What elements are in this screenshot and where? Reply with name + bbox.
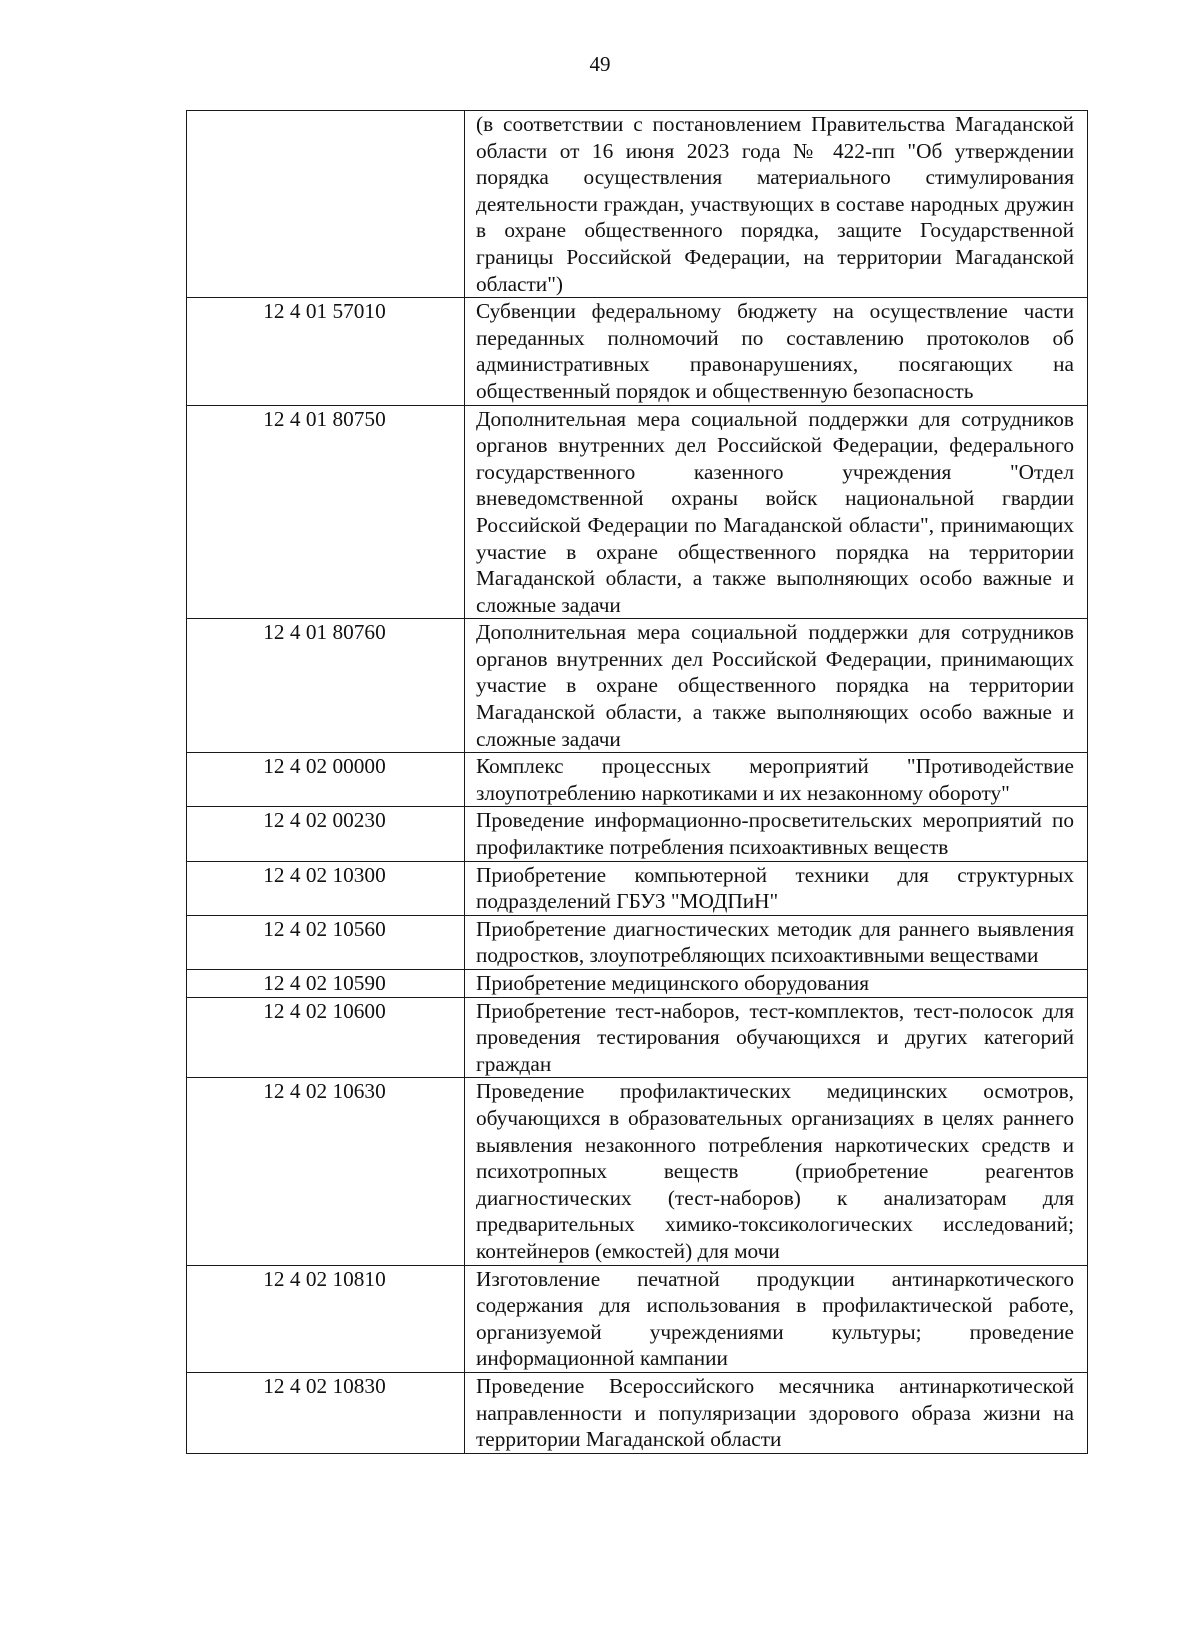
description-cell: Приобретение компьютерной техники для структурных подразделений ГБУЗ "МОДПиН": [465, 861, 1088, 915]
description-cell: (в соответствии с постановлением Правительства Магаданской области от 16 июня 2023 года № 422-пп "Об утверждении порядка осуществления материального стимулирования деятельности граждан, участвующих в составе народных дружин в охране общественного порядка, защите Государственной границы Российской Федерации, на территории Магаданской области"): [465, 111, 1088, 298]
table-row: [187, 997, 1088, 1078]
code-cell: 12 4 01 80750: [187, 405, 465, 619]
description-cell: Дополнительная мера социальной поддержки для сотрудников органов внутренних дел Российской Федерации, федерального государственного казенного учреждения "Отдел вневедомственной охраны войск национальной гвардии Российской Федерации по Магаданской области", принимающих участие в охране общественного порядка на территории Магаданской области, а также выполняющих особо важные и сложные задачи: [465, 405, 1088, 619]
description-cell: Приобретение медицинского оборудования: [465, 970, 1088, 998]
table-body: [187, 111, 1088, 1454]
table-row: [187, 1265, 1088, 1372]
description-cell: Проведение профилактических медицинских осмотров, обучающихся в образовательных организациях в целях раннего выявления незаконного потребления наркотических средств и психотропных веществ (приобретение реагентов диагностических (тест-наборов) к анализаторам для предварительных химико-токсикологических исследований; контейнеров (емкостей) для мочи: [465, 1078, 1088, 1265]
code-cell: 12 4 02 10590: [187, 970, 465, 998]
description-cell: Субвенции федеральному бюджету на осуществление части переданных полномочий по составлению протоколов об административных правонарушениях, посягающих на общественный порядок и общественную безопасность: [465, 298, 1088, 405]
page-number: 49: [589, 52, 611, 76]
code-cell: [187, 111, 465, 298]
description-cell: Изготовление печатной продукции антинаркотического содержания для использования в профилактической работе, организуемой учреждениями культуры; проведение информационной кампании: [465, 1265, 1088, 1372]
code-cell: 12 4 01 80760: [187, 619, 465, 753]
code-cell: 12 4 02 10300: [187, 861, 465, 915]
code-cell: 12 4 02 10830: [187, 1372, 465, 1453]
table-row: [187, 915, 1088, 969]
table-row: [187, 298, 1088, 405]
code-cell: 12 4 01 57010: [187, 298, 465, 405]
description-cell: Дополнительная мера социальной поддержки для сотрудников органов внутренних дел Российской Федерации, принимающих участие в охране общественного порядка на территории Магаданской области, а также выполняющих особо важные и сложные задачи: [465, 619, 1088, 753]
description-cell: Комплекс процессных мероприятий "Противодействие злоупотреблению наркотиками и их незаконному обороту": [465, 753, 1088, 807]
table-row: [187, 619, 1088, 753]
table-row: [187, 970, 1088, 998]
table-row: [187, 1078, 1088, 1265]
table-row: [187, 111, 1088, 298]
code-cell: 12 4 02 10630: [187, 1078, 465, 1265]
description-cell: Приобретение тест-наборов, тест-комплектов, тест-полосок для проведения тестирования обучающихся и других категорий граждан: [465, 997, 1088, 1078]
table-row: [187, 807, 1088, 861]
code-cell: 12 4 02 10560: [187, 915, 465, 969]
table-row: [187, 861, 1088, 915]
budget-classification-table: [186, 110, 1088, 1454]
description-cell: Приобретение диагностических методик для раннего выявления подростков, злоупотребляющих психоактивными веществами: [465, 915, 1088, 969]
description-cell: Проведение информационно-просветительских мероприятий по профилактике потребления психоактивных веществ: [465, 807, 1088, 861]
code-cell: 12 4 02 10810: [187, 1265, 465, 1372]
table-row: [187, 405, 1088, 619]
table-row: [187, 753, 1088, 807]
table-row: [187, 1372, 1088, 1453]
code-cell: 12 4 02 00230: [187, 807, 465, 861]
code-cell: 12 4 02 00000: [187, 753, 465, 807]
code-cell: 12 4 02 10600: [187, 997, 465, 1078]
description-cell: Проведение Всероссийского месячника антинаркотической направленности и популяризации здорового образа жизни на территории Магаданской области: [465, 1372, 1088, 1453]
